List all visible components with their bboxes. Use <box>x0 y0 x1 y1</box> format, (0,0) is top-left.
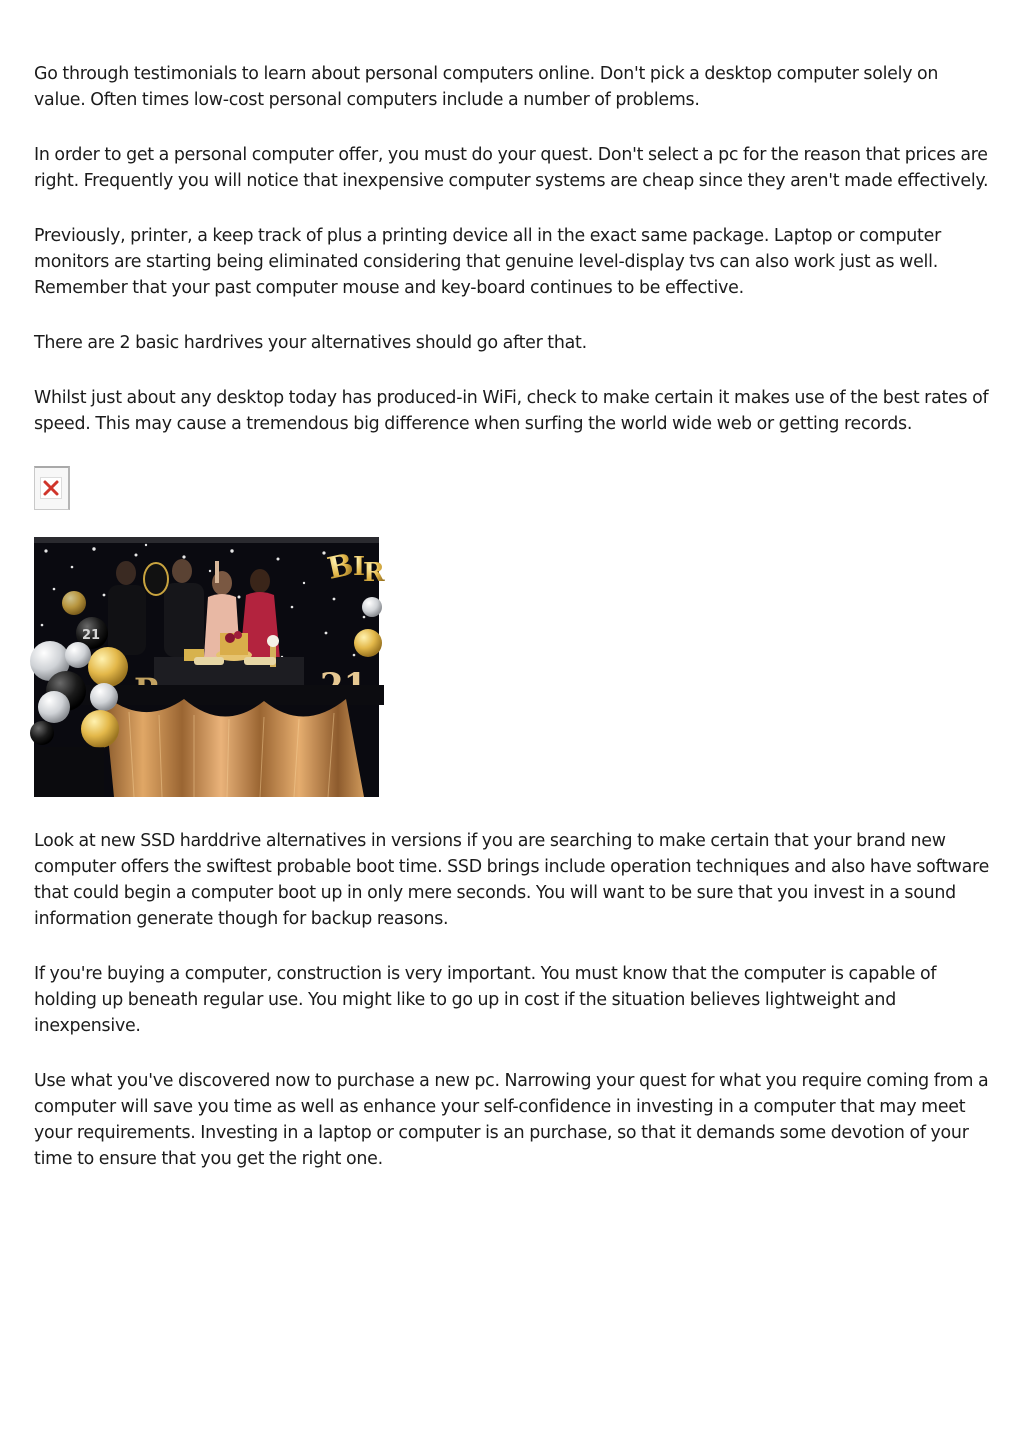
svg-text:21: 21 <box>82 628 101 643</box>
paragraph-hard-drives: There are 2 basic hardrives your alternatives should go after that. <box>34 333 587 353</box>
paragraph-construction: If you're buying a computer, construction is very important. You must know that the computer is capable of holding up beneath regular use. You might like to go up in cost if the situation believes lightweight and inexpensive. <box>34 964 937 1036</box>
broken-image-icon <box>34 466 70 510</box>
paragraph-wifi: Whilst just about any desktop today has produced-in WiFi, check to make certain it makes use of the best rates of speed. This may cause a tremendous big difference when surfing the world wide web or getting records. <box>34 388 989 434</box>
paragraph-conclusion: Use what you've discovered now to purchase a new pc. Narrowing your quest for what you require coming from a computer will save you time as well as enhance your self-confidence in investing in a computer that may meet your requirements. Investing in a laptop or computer is an purchase, so that it demands some devotion of your time to ensure that you get the right one. <box>34 1071 989 1169</box>
article-body <box>34 61 994 1201</box>
paragraph-research: In order to get a personal computer offer, you must do your quest. Don't select a pc for the reason that prices are right. Frequently you will notice that inexpensive computer systems are cheap since they aren't made effectively. <box>34 145 989 191</box>
paragraph-reviews: Go through testimonials to learn about personal computers online. Don't pick a desktop computer solely on value. Often times low-cost personal computers include a number of problems. <box>34 64 939 110</box>
party-photo <box>34 537 385 797</box>
paragraph-ssd: Look at new SSD harddrive alternatives in versions if you are searching to make certain that your brand new computer offers the swiftest probable boot time. SSD brings include operation techniques and also have software that could begin a computer boot up in only mere seconds. You will want to be sure that you invest in a sound information generate though for backup reasons. <box>34 831 990 929</box>
close-x-icon <box>40 477 62 499</box>
svg-text:I: I <box>353 552 366 582</box>
svg-text:R: R <box>363 558 385 588</box>
svg-text:B: B <box>324 547 357 587</box>
paragraph-monitors: Previously, printer, a keep track of plus a printing device all in the exact same package. Laptop or computer monitors are starting being eliminated considering that genuine level-display tvs can also work just as well. Remember that your past computer mouse and key-board continues to be effective. <box>34 226 941 298</box>
